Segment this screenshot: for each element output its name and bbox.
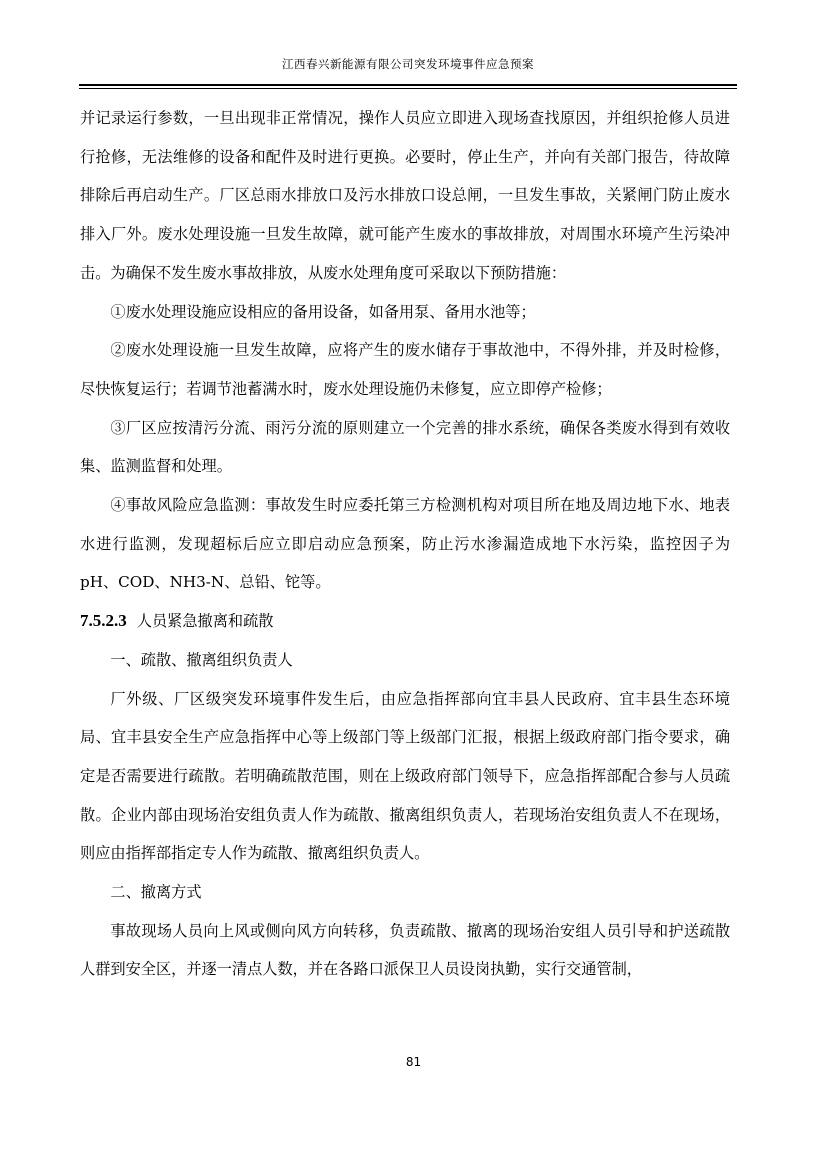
document-header: 江西春兴新能源有限公司突发环境事件应急预案: [282, 57, 534, 71]
measure-item-3: ③厂区应按清污分流、雨污分流的原则建立一个完善的排水系统，确保各类废水得到有效收集、监测监督和处理。: [80, 418, 730, 476]
section-title: 人员紧急撤离和疏散: [136, 612, 274, 631]
header-rule-thick: [79, 84, 737, 86]
subsection-2-text: 事故现场人员向上风或侧向风方向转移，负责疏散、撤离的现场治安组人员引导和护送疏散人群到安全区，并逐一清点人数，并在各路口派保卫人员设岗执勤，实行交通管制，: [80, 921, 730, 979]
document-body: [80, 99, 730, 989]
measure-item-2: ②废水处理设施一旦发生故障，应将产生的废水储存于事故池中，不得外排，并及时检修，尽快恢复运行；若调节池蓄满水时，废水处理设施仍未修复，应立即停产检修；: [80, 341, 730, 398]
subsection-2-title: 二、撤离方式: [110, 883, 202, 902]
measure-item-1: ①废水处理设施应设相应的备用设备，如备用泵、备用水池等；: [110, 302, 536, 321]
page-number: 81: [405, 1055, 422, 1069]
paragraph-intro: 并记录运行参数，一旦出现非正常情况，操作人员应立即进入现场查找原因，并组织抢修人员进行抢修，无法维修的设备和配件及时进行更换。必要时，停止生产，并向有关部门报告，待故障排除后再启动生产。厂区总雨水排放口及污水排放口设总闸，一旦发生事故，关紧闸门防止废水排入厂外。废水处理设施一旦发生故障，就可能产生废水的事故排放，对周围水环境产生污染冲击。为确保不发生废水事故排放，从废水处理角度可采取以下预防措施：: [80, 109, 730, 282]
subsection-1-title: 一、疏散、撤离组织负责人: [110, 650, 293, 669]
subsection-1-text: 厂外级、厂区级突发环境事件发生后，由应急指挥部向宜丰县人民政府、宜丰县生态环境局、宜丰县安全生产应急指挥中心等上级部门等上级部门汇报，根据上级政府部门指令要求，确定是否需要进行疏散。若明确疏散范围，则在上级政府部门领导下，应急指挥部配合参与人员疏散。企业内部由现场治安组负责人作为疏散、撤离组织负责人，若现场治安组负责人不在现场，则应由指挥部指定专人作为疏散、撤离组织负责人。: [80, 689, 730, 863]
measure-item-4: ④事故风险应急监测：事故发生时应委托第三方检测机构对项目所在地及周边地下水、地表水进行监测，发现超标后应立即启动应急预案，防止污水渗漏造成地下水污染，监控因子为 pH、COD、NH3-N、总铅、铊等。: [80, 496, 730, 592]
section-heading: [80, 602, 730, 641]
header-rule-thin: [79, 88, 737, 89]
section-number: 7.5.2.3: [80, 611, 127, 631]
